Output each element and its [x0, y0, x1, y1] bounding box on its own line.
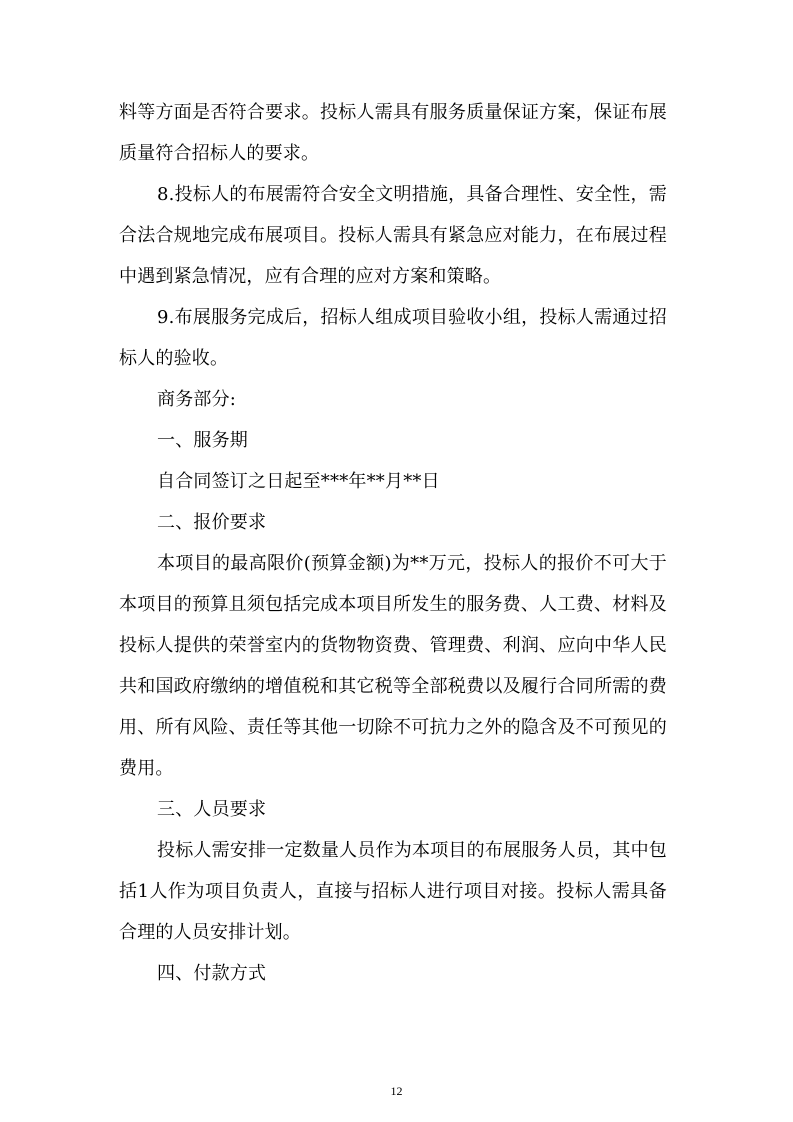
paragraph-item-9-acceptance: 9.布展服务完成后，招标人组成项目验收小组，投标人需通过招标人的验收。	[119, 307, 667, 369]
page-number: 12	[390, 1084, 403, 1098]
paragraph-service-period: 自合同签订之日起至***年**月**日	[157, 471, 440, 492]
paragraph-quality-continuation: 料等方面是否符合要求。投标人需具有服务质量保证方案，保证布展质量符合招标人的要求。	[119, 102, 667, 164]
paragraph-item-8-safety: 8.投标人的布展需符合安全文明措施，具备合理性、安全性，需合法合规地完成布展项目。投标人需具有紧急应对能力，在布展过程中遇到紧急情况，应有合理的应对方案和策略。	[119, 184, 667, 287]
paragraph-staff-requirements: 投标人需安排一定数量人员作为本项目的布展服务人员，其中包括1人作为项目负责人，直接与招标人进行项目对接。投标人需具备合理的人员安排计划。	[119, 840, 667, 943]
paragraph-quote-requirements: 本项目的最高限价(预算金额)为**万元，投标人的报价不可大于本项目的预算且须包括完成本项目所发生的服务费、人工费、材料及投标人提供的荣誉室内的货物物资费、管理费、利润、应向中华人民共和国政府缴纳的增值税和其它税等全部税费以及履行合同所需的费用、所有风险、责任等其他一切除不可抗力之外的隐含及不可预见的费用。	[119, 553, 667, 779]
heading-payment-method: 四、付款方式	[157, 963, 267, 984]
section-heading-business: 商务部分:	[157, 389, 237, 410]
heading-staff-requirements: 三、人员要求	[157, 799, 267, 820]
heading-quote-requirements: 二、报价要求	[157, 512, 267, 533]
heading-service-period: 一、服务期	[157, 430, 248, 451]
document-body	[119, 92, 667, 994]
